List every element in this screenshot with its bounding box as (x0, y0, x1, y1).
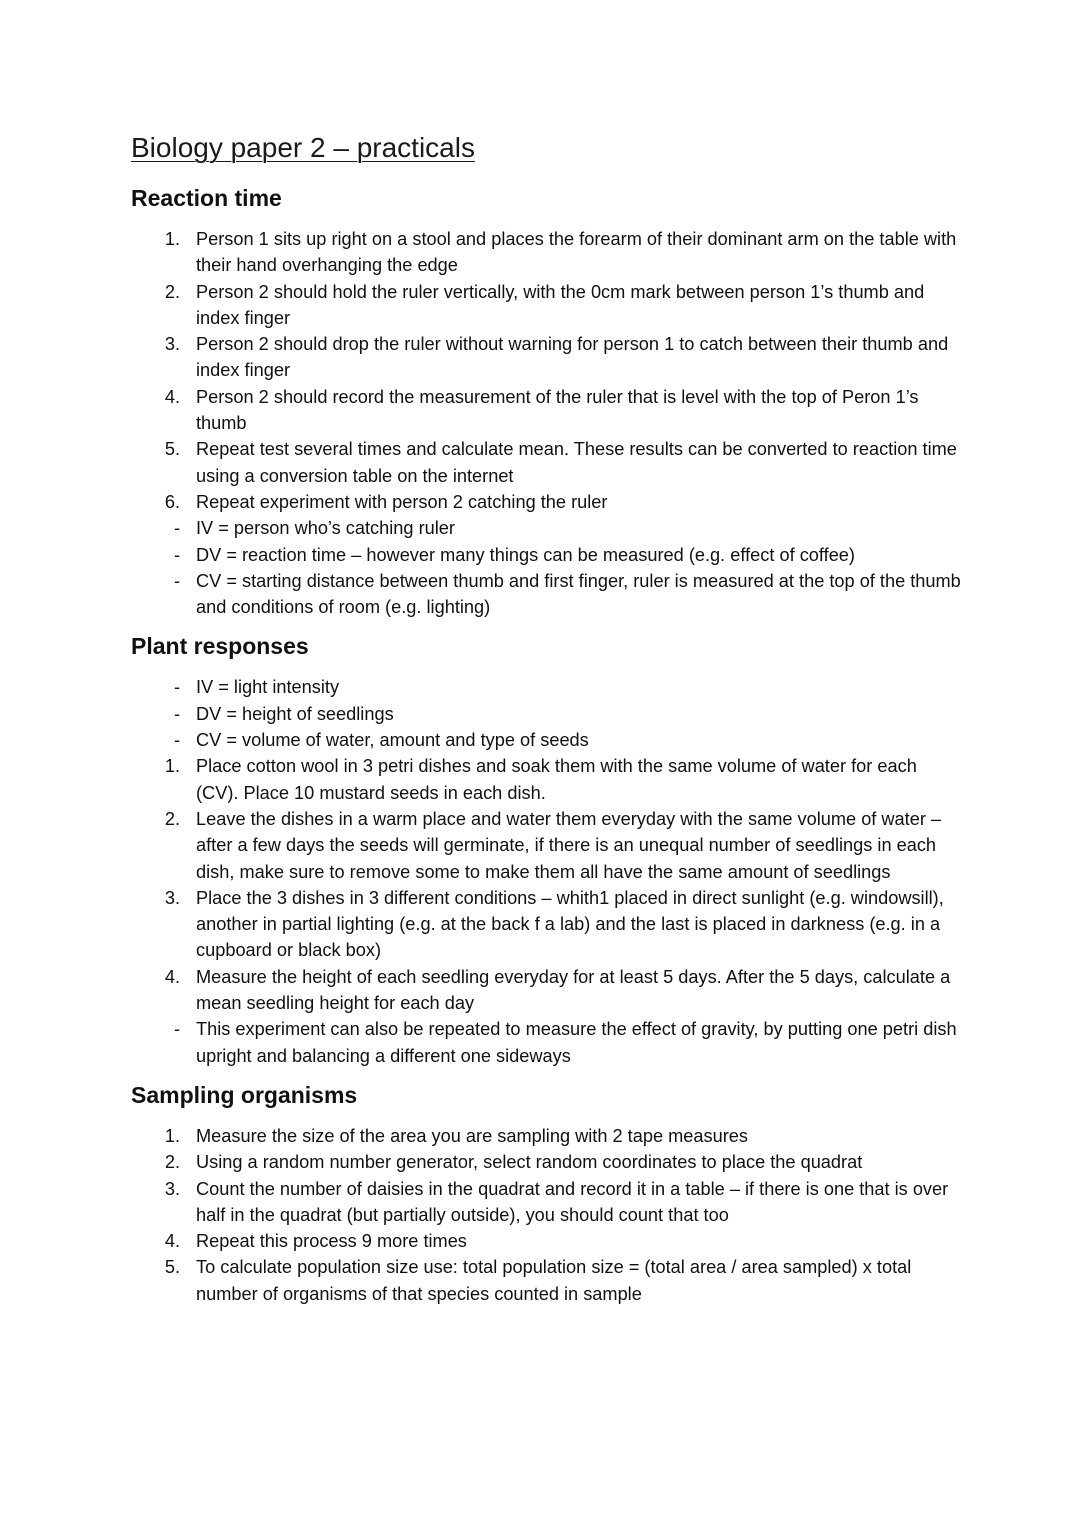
list-item-text: This experiment can also be repeated to measure the effect of gravity, by putting one petri dish upright and balancing a different one sideways (196, 1019, 957, 1066)
list-item-text: CV = volume of water, amount and type of seeds (196, 730, 589, 751)
list-marker: 4. (164, 966, 180, 987)
list-marker: 2. (164, 808, 180, 829)
list-item (131, 885, 961, 964)
list-marker: 2. (164, 1152, 180, 1173)
list-item-text: Repeat test several times and calculate mean. These results can be converted to reaction time using a conversion table on the internet (196, 439, 957, 486)
list-marker: 4. (164, 1231, 180, 1252)
section-heading-sampling-organisms: Sampling organisms (131, 1081, 358, 1108)
list-marker: 3. (164, 334, 180, 355)
list-marker: - (173, 518, 180, 539)
list-item (131, 1016, 961, 1069)
list-marker: 2. (164, 281, 180, 302)
list-item (131, 436, 961, 489)
list-item (131, 384, 961, 437)
list-item-text: CV = starting distance between thumb and first finger, ruler is measured at the top of the thumb and conditions of room (e.g. lighting) (196, 570, 961, 618)
list-marker: 1. (164, 1125, 180, 1146)
list-marker: 1. (164, 229, 180, 249)
sampling-organisms-list (131, 1123, 961, 1307)
list-marker: - (173, 730, 180, 751)
list-item-text: Repeat this process 9 more times (196, 1231, 467, 1252)
list-marker: 5. (164, 1257, 180, 1278)
list-item (131, 489, 961, 515)
document-page (131, 128, 961, 1317)
list-item-text: DV = reaction time – however many things can be measured (e.g. effect of coffee) (196, 544, 855, 565)
list-item-text: To calculate population size use: total population size = (total area / area sampled) x total number of organisms of that species counted in sample (196, 1257, 912, 1304)
list-item (131, 226, 961, 279)
list-marker: 6. (164, 491, 180, 512)
list-item (131, 1149, 961, 1175)
list-marker: - (173, 703, 180, 724)
list-item (131, 727, 961, 753)
list-item (131, 753, 961, 806)
list-item-text: Person 2 should drop the ruler without warning for person 1 to catch between their thumb and index finger (196, 334, 949, 381)
list-item (131, 568, 961, 621)
list-item-text: Person 1 sits up right on a stool and places the forearm of their dominant arm on the table with their hand overhanging the edge (196, 229, 957, 276)
list-item-text: Repeat experiment with person 2 catching the ruler (196, 491, 608, 512)
list-item-text: DV = height of seedlings (196, 703, 394, 724)
list-item (131, 1176, 961, 1229)
list-item (131, 1123, 961, 1149)
plant-responses-list (131, 674, 961, 1068)
list-item-text: Place the 3 dishes in 3 different conditions – whith1 placed in direct sunlight (e.g. windowsill), another in partial lighting (e.g. at the back f a lab) and the last is placed in darkness (e.g. in a cupboard or black box) (196, 887, 944, 961)
document-title: Biology paper 2 – practicals (131, 132, 475, 163)
list-item (131, 806, 961, 885)
list-marker: - (173, 544, 180, 565)
list-marker: 4. (164, 386, 180, 407)
list-item (131, 701, 961, 727)
list-item-text: IV = light intensity (196, 677, 340, 698)
list-item-text: Count the number of daisies in the quadrat and record it in a table – if there is one that is over half in the quadrat (but partially outside), you should count that too (196, 1178, 949, 1225)
list-item (131, 964, 961, 1017)
list-marker: 1. (164, 756, 180, 777)
list-marker: - (173, 570, 180, 591)
list-marker: - (173, 1019, 180, 1040)
list-item-text: Measure the height of each seedling everyday for at least 5 days. After the 5 days, calculate a mean seedling height for each day (196, 966, 951, 1014)
reaction-time-list (131, 226, 961, 620)
list-item (131, 331, 961, 384)
list-item-text: Place cotton wool in 3 petri dishes and soak them with the same volume of water for each (CV). Place 10 mustard seeds in each dish. (196, 756, 917, 803)
section-heading-plant-responses: Plant responses (131, 633, 309, 660)
list-marker: - (173, 677, 180, 698)
list-item (131, 515, 961, 541)
list-item (131, 542, 961, 568)
list-item-text: Person 2 should record the measurement of the ruler that is level with the top of Peron 1’s thumb (196, 386, 919, 434)
list-item-text: Person 2 should hold the ruler vertically, with the 0cm mark between person 1’s thumb and index finger (196, 281, 925, 328)
list-marker: 3. (164, 1178, 180, 1199)
list-item-text: Using a random number generator, select random coordinates to place the quadrat (196, 1152, 863, 1173)
section-heading-reaction-time: Reaction time (131, 185, 282, 211)
list-item (131, 1254, 961, 1307)
list-item-text: IV = person who’s catching ruler (196, 518, 455, 539)
list-item (131, 279, 961, 332)
list-item (131, 674, 961, 700)
list-marker: 5. (164, 439, 180, 460)
list-marker: 3. (164, 887, 180, 908)
list-item-text: Leave the dishes in a warm place and water them everyday with the same volume of water – after a few days the seeds will germinate, if there is an unequal number of seedlings in each dish, make sure to remove some to make them all have the same amount of seedlings (196, 808, 942, 882)
list-item-text: Measure the size of the area you are sampling with 2 tape measures (196, 1125, 748, 1146)
list-item (131, 1228, 961, 1254)
